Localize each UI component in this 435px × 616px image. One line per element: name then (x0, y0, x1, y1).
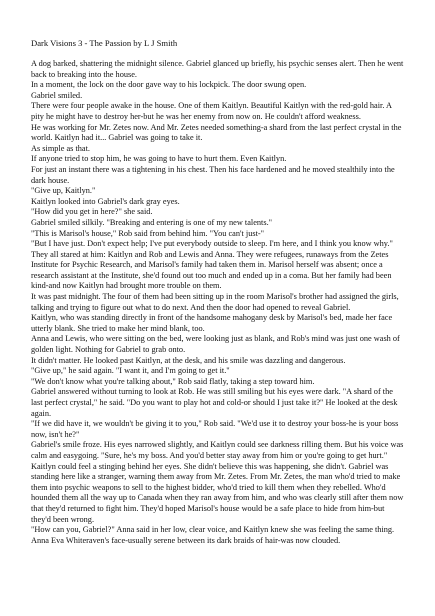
paragraph: Kaitlyn, who was standing directly in front of the handsome mahogany desk by Marisol's bed, made her face utterly blank. She tried to make her mind blank, too. (31, 313, 393, 333)
paragraph: A dog barked, shattering the midnight silence. Gabriel glanced up briefly, his psychic senses alert. Then he went back to breaking into the house. (31, 59, 404, 79)
paragraph: "How did you get in here?" she said. (31, 207, 153, 217)
paragraph: Gabriel smiled. (31, 90, 83, 100)
paragraph: Anna and Lewis, who were sitting on the bed, were looking just as blank, and Rob's mind was just one wash of golden light. Nothing for Gabriel to grab onto. (31, 334, 400, 355)
paragraph: "If we did have it, we wouldn't be giving it to you," Rob said. "We'd use it to destroy your boss-he is your boss now, isn't he?" (31, 419, 399, 439)
paragraph: If anyone tried to stop him, he was going to have to hurt them. Even Kaitlyn. (31, 154, 287, 164)
paragraph: Gabriel answered without turning to look at Rob. He was still smiling but his eyes were dark. "A shard of the last perfect crystal," he said. "Do you want to play hot and cold-or should I just take it?" He looked at the desk again. (31, 387, 398, 418)
paragraph: "But I have just. Don't expect help; I've put everybody outside to sleep. I'm here, and I think you know why." (31, 239, 393, 249)
document-title: Dark Visions 3 - The Passion by L J Smith (31, 38, 178, 48)
document-body (31, 59, 405, 546)
paragraph: Kaitlyn looked into Gabriel's dark gray eyes. (31, 196, 180, 206)
paragraph: "This is Marisol's house," Rob said from behind him. "You can't just-" (31, 228, 265, 238)
paragraph: "How can you, Gabriel?" Anna said in her low, clear voice, and Kaitlyn knew she was feeling the same thing. Anna Eva Whiteraven's face-usually serene between its dark braids of hair-was now clouded. (31, 525, 395, 545)
paragraph: "We don't know what you're talking about," Rob said flatly, taking a step toward him. (31, 376, 315, 386)
paragraph: "Give up," he said again. "I want it, and I'm going to get it." (31, 366, 230, 376)
paragraph: They all stared at him: Kaitlyn and Rob and Lewis and Anna. They were refugees, runaways from the Zetes Institute for Psychic Research, and Marisol's family had taken them in. Marisol herself was absent; once a research assistant at the Institute, she'd found out too much and ended up in a coma. But her family had been kind-and now Kaitlyn had brought more trouble on them. (31, 249, 392, 291)
paragraph: It didn't matter. He looked past Kaitlyn, at the desk, and his smile was dazzling and dangerous. (31, 355, 346, 365)
paragraph: Kaitlyn could feel a stinging behind her eyes. She didn't believe this was happening, she didn't. Gabriel was standing here like a stranger, warning them away from Mr. Zetes. From Mr. Zetes, the man who'd tried to make them into psychic weapons to sell to the highest bidder, who'd tried to kill them when they rebelled. Who'd hounded them all the way up to Canada when they ran away from him, and who was clearly still after them now that they'd returned to fight him. They'd hoped Marisol's house would be a safe place to hide from him-but they'd been wrong. (31, 461, 404, 524)
paragraph: As simple as that. (31, 143, 90, 153)
paragraph: Gabriel smiled silkily. "Breaking and entering is one of my new talents." (31, 217, 273, 227)
paragraph: He was working for Mr. Zetes now. And Mr. Zetes needed something-a shard from the last perfect crystal in the world. Kaitlyn had it... Gabriel was going to take it. (31, 122, 402, 143)
paragraph: Gabriel's smile froze. His eyes narrowed slightly, and Kaitlyn could see darkness rilling them. But his voice was calm and easygoing. "Sure, he's my boss. And you'd better stay away from him or you're going to get hurt." (31, 440, 404, 460)
paragraph: For just an instant there was a tightening in his chest. Then his face hardened and he moved stealthily into the dark house. (31, 164, 395, 185)
paragraph: There were four people awake in the house. One of them Kaitlyn. Beautiful Kaitlyn with the red-gold hair. A pity he might have to destroy her-but he was her enemy from now on. He couldn't afford weakness. (31, 101, 392, 121)
paragraph: It was past midnight. The four of them had been sitting up in the room Marisol's brother had assigned the girls, talking and trying to figure out what to do next. And then the door had opened to reveal Gabriel. (31, 292, 399, 312)
paragraph: "Give up, Kaitlyn." (31, 186, 96, 196)
paragraph: In a moment, the lock on the door gave way to his lockpick. The door swung open. (31, 80, 307, 90)
